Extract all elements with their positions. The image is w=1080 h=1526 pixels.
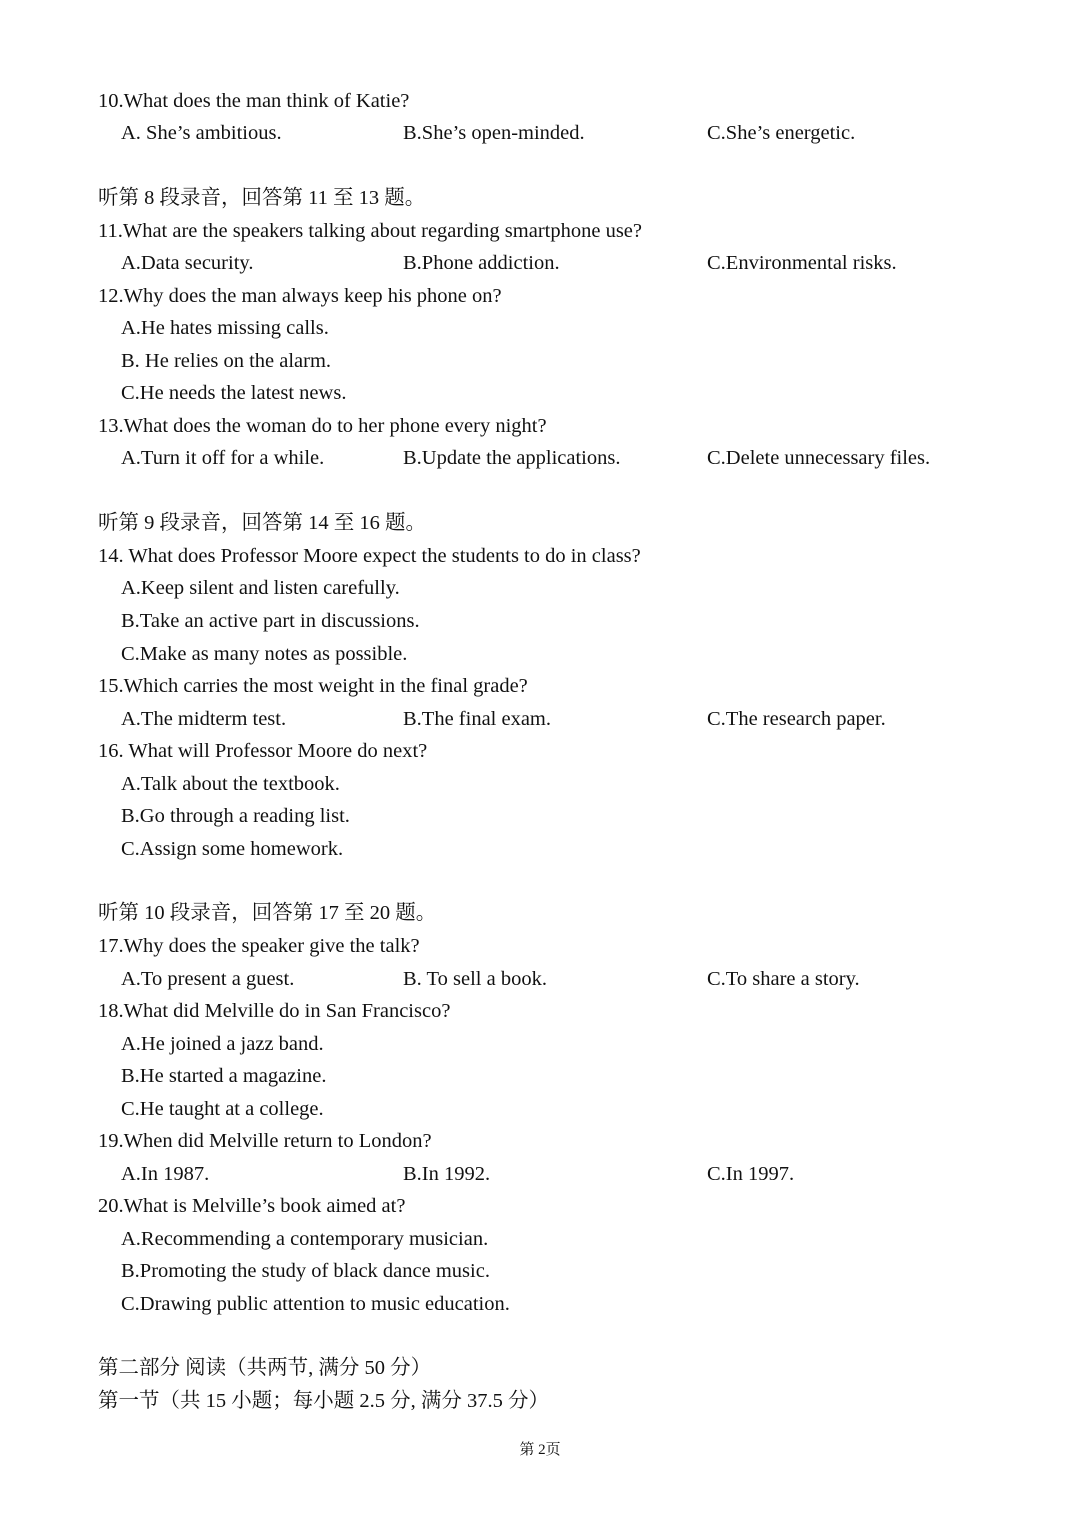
question-14: 14. What does Professor Moore expect the students to do in class? [98,545,641,567]
option-c: C.The research paper. [707,708,886,730]
option-b: B.Phone addiction. [403,252,560,274]
option-a: A. She’s ambitious. [121,122,282,144]
question-16: 16. What will Professor Moore do next? [98,740,428,762]
option-c: C.Assign some homework. [121,838,344,860]
option-a: A.Talk about the textbook. [121,773,340,795]
option-c: C.She’s energetic. [707,122,856,144]
question-17-options [0,964,1080,994]
option-a: A.In 1987. [121,1163,210,1185]
question-19: 19.When did Melville return to London? [98,1130,432,1152]
question-15: 15.Which carries the most weight in the final grade? [98,675,528,697]
question-18: 18.What did Melville do in San Francisco? [98,1000,451,1022]
option-c: C.Delete unnecessary files. [707,447,931,469]
question-11: 11.What are the speakers talking about regarding smartphone use? [98,220,643,242]
option-b: B.Promoting the study of black dance music. [121,1260,490,1282]
option-c: C.Environmental risks. [707,252,897,274]
page-number: 第 2页 [519,1442,561,1458]
option-a: A.To present a guest. [121,968,295,990]
option-a: A.Keep silent and listen carefully. [121,577,400,599]
question-10-options [0,118,1080,148]
option-b: B.Take an active part in discussions. [121,610,420,632]
section-8-heading: 听第 8 段录音，回答第 11 至 13 题。 [98,187,426,209]
option-a: A.He joined a jazz band. [121,1033,324,1055]
option-c: C.He taught at a college. [121,1098,324,1120]
section-9-heading: 听第 9 段录音，回答第 14 至 16 题。 [98,512,426,534]
option-b: B.The final exam. [403,708,552,730]
option-b: B.Update the applications. [403,447,621,469]
question-17: 17.Why does the speaker give the talk? [98,935,420,957]
option-c: C.To share a story. [707,968,860,990]
question-11-options [0,248,1080,278]
question-12: 12.Why does the man always keep his phone on? [98,285,502,307]
question-20: 20.What is Melville’s book aimed at? [98,1195,406,1217]
option-c: C.In 1997. [707,1163,795,1185]
option-a: A.He hates missing calls. [121,317,329,339]
question-19-options [0,1159,1080,1189]
option-b: B.In 1992. [403,1163,491,1185]
question-15-options [0,704,1080,734]
option-a: A.The midterm test. [121,708,287,730]
option-b: B. He relies on the alarm. [121,350,332,372]
option-a: A.Turn it off for a while. [121,447,325,469]
part-2-subheading: 第一节（共 15 小题；每小题 2.5 分, 满分 37.5 分） [98,1390,549,1412]
option-a: A.Data security. [121,252,254,274]
part-2-heading: 第二部分 阅读（共两节, 满分 50 分） [98,1357,432,1379]
question-13-options [0,443,1080,473]
option-c: C.Make as many notes as possible. [121,643,408,665]
section-10-heading: 听第 10 段录音，回答第 17 至 20 题。 [98,902,437,924]
option-b: B.Go through a reading list. [121,805,350,827]
option-b: B.He started a magazine. [121,1065,327,1087]
option-c: C.Drawing public attention to music education. [121,1293,510,1315]
question-13: 13.What does the woman do to her phone every night? [98,415,547,437]
option-b: B.She’s open-minded. [403,122,585,144]
question-10: 10.What does the man think of Katie? [98,90,410,112]
option-b: B. To sell a book. [403,968,547,990]
option-c: C.He needs the latest news. [121,382,347,404]
option-a: A.Recommending a contemporary musician. [121,1228,489,1250]
